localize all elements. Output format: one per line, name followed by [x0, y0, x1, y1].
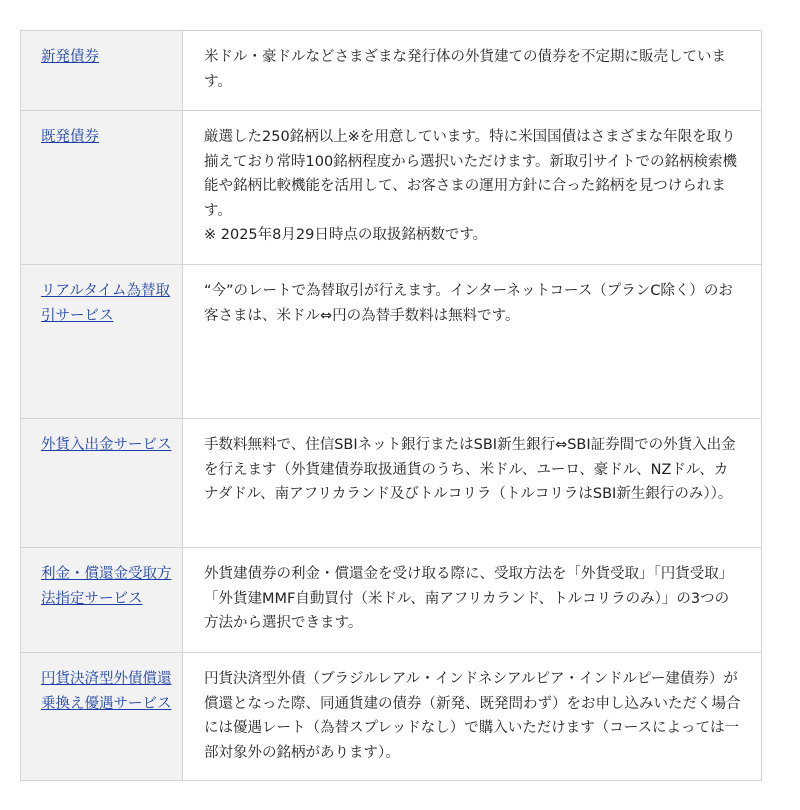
row-description-cell — [183, 419, 762, 548]
row-header-cell — [21, 111, 183, 265]
link-new-bonds[interactable]: 新発債券 — [41, 49, 99, 65]
table-row — [21, 419, 762, 548]
row-description-cell — [183, 31, 762, 111]
description-text: 円貨決済型外債（ブラジルレアル・インドネシアルピア・インドルピー建債券）が償還となった際、同通貨建の債券（新発、既発問わず）をお申し込みいただく場合には優遇レート（為替スプレッドなし）で購入いただけます（コースによっては一部対象外の銘柄があります）。 — [204, 671, 741, 761]
table-row — [21, 548, 762, 653]
link-realtime-fx[interactable]: リアルタイム為替取引サービス — [41, 283, 171, 324]
description-text: 外貨建債券の利金・償還金を受け取る際に、受取方法を「外貨受取」「円貨受取」「外貨建MMF自動買付（米ドル、南アフリカランド、トルコリラのみ）」の3つの方法から選択できます。 — [204, 566, 734, 631]
row-description-cell — [183, 548, 762, 653]
link-payment-method[interactable]: 利金・償還金受取方法指定サービス — [41, 566, 172, 607]
link-yen-settlement[interactable]: 円貨決済型外債償還乗換え優遇サービス — [41, 671, 172, 712]
table-row — [21, 265, 762, 419]
row-description-cell — [183, 111, 762, 265]
description-text: 米ドル・豪ドルなどさまざまな発行体の外貨建ての債券を不定期に販売しています。 — [204, 49, 726, 90]
row-header-cell — [21, 419, 183, 548]
description-text: 厳選した250銘柄以上※を用意しています。特に米国国債はさまざまな年限を取り揃えており常時100銘柄程度から選択いただけます。新取引サイトでの銘柄検索機能や銘柄比較機能を活用して、お客さまの運用方針に合った銘柄を見つけられます。 — [204, 129, 737, 219]
row-description-cell — [183, 265, 762, 419]
description-text: 手数料無料で、住信SBIネット銀行またはSBI新生銀行⇔SBI証券間での外貨入出金を行えます（外貨建債券取扱通貨のうち、米ドル、ユーロ、豪ドル、NZドル、カナダドル、南アフリカランド及びトルコリラ（トルコリラはSBI新生銀行のみ））。 — [204, 437, 736, 502]
row-description-cell — [183, 653, 762, 781]
table-row — [21, 31, 762, 111]
row-header-cell — [21, 653, 183, 781]
link-existing-bonds[interactable]: 既発債券 — [41, 129, 99, 145]
description-footnote: ※ 2025年8月29日時点の取扱銘柄数です。 — [204, 227, 488, 243]
row-header-cell — [21, 265, 183, 419]
description-text: “今”のレートで為替取引が行えます。インターネットコース（プランC除く）のお客さまは、米ドル⇔円の為替手数料は無料です。 — [204, 283, 733, 324]
row-header-cell — [21, 548, 183, 653]
row-header-cell — [21, 31, 183, 111]
service-table — [20, 30, 762, 781]
service-table-container — [20, 30, 762, 781]
table-row — [21, 653, 762, 781]
link-fx-deposit-withdrawal[interactable]: 外貨入出金サービス — [41, 437, 172, 453]
table-row — [21, 111, 762, 265]
